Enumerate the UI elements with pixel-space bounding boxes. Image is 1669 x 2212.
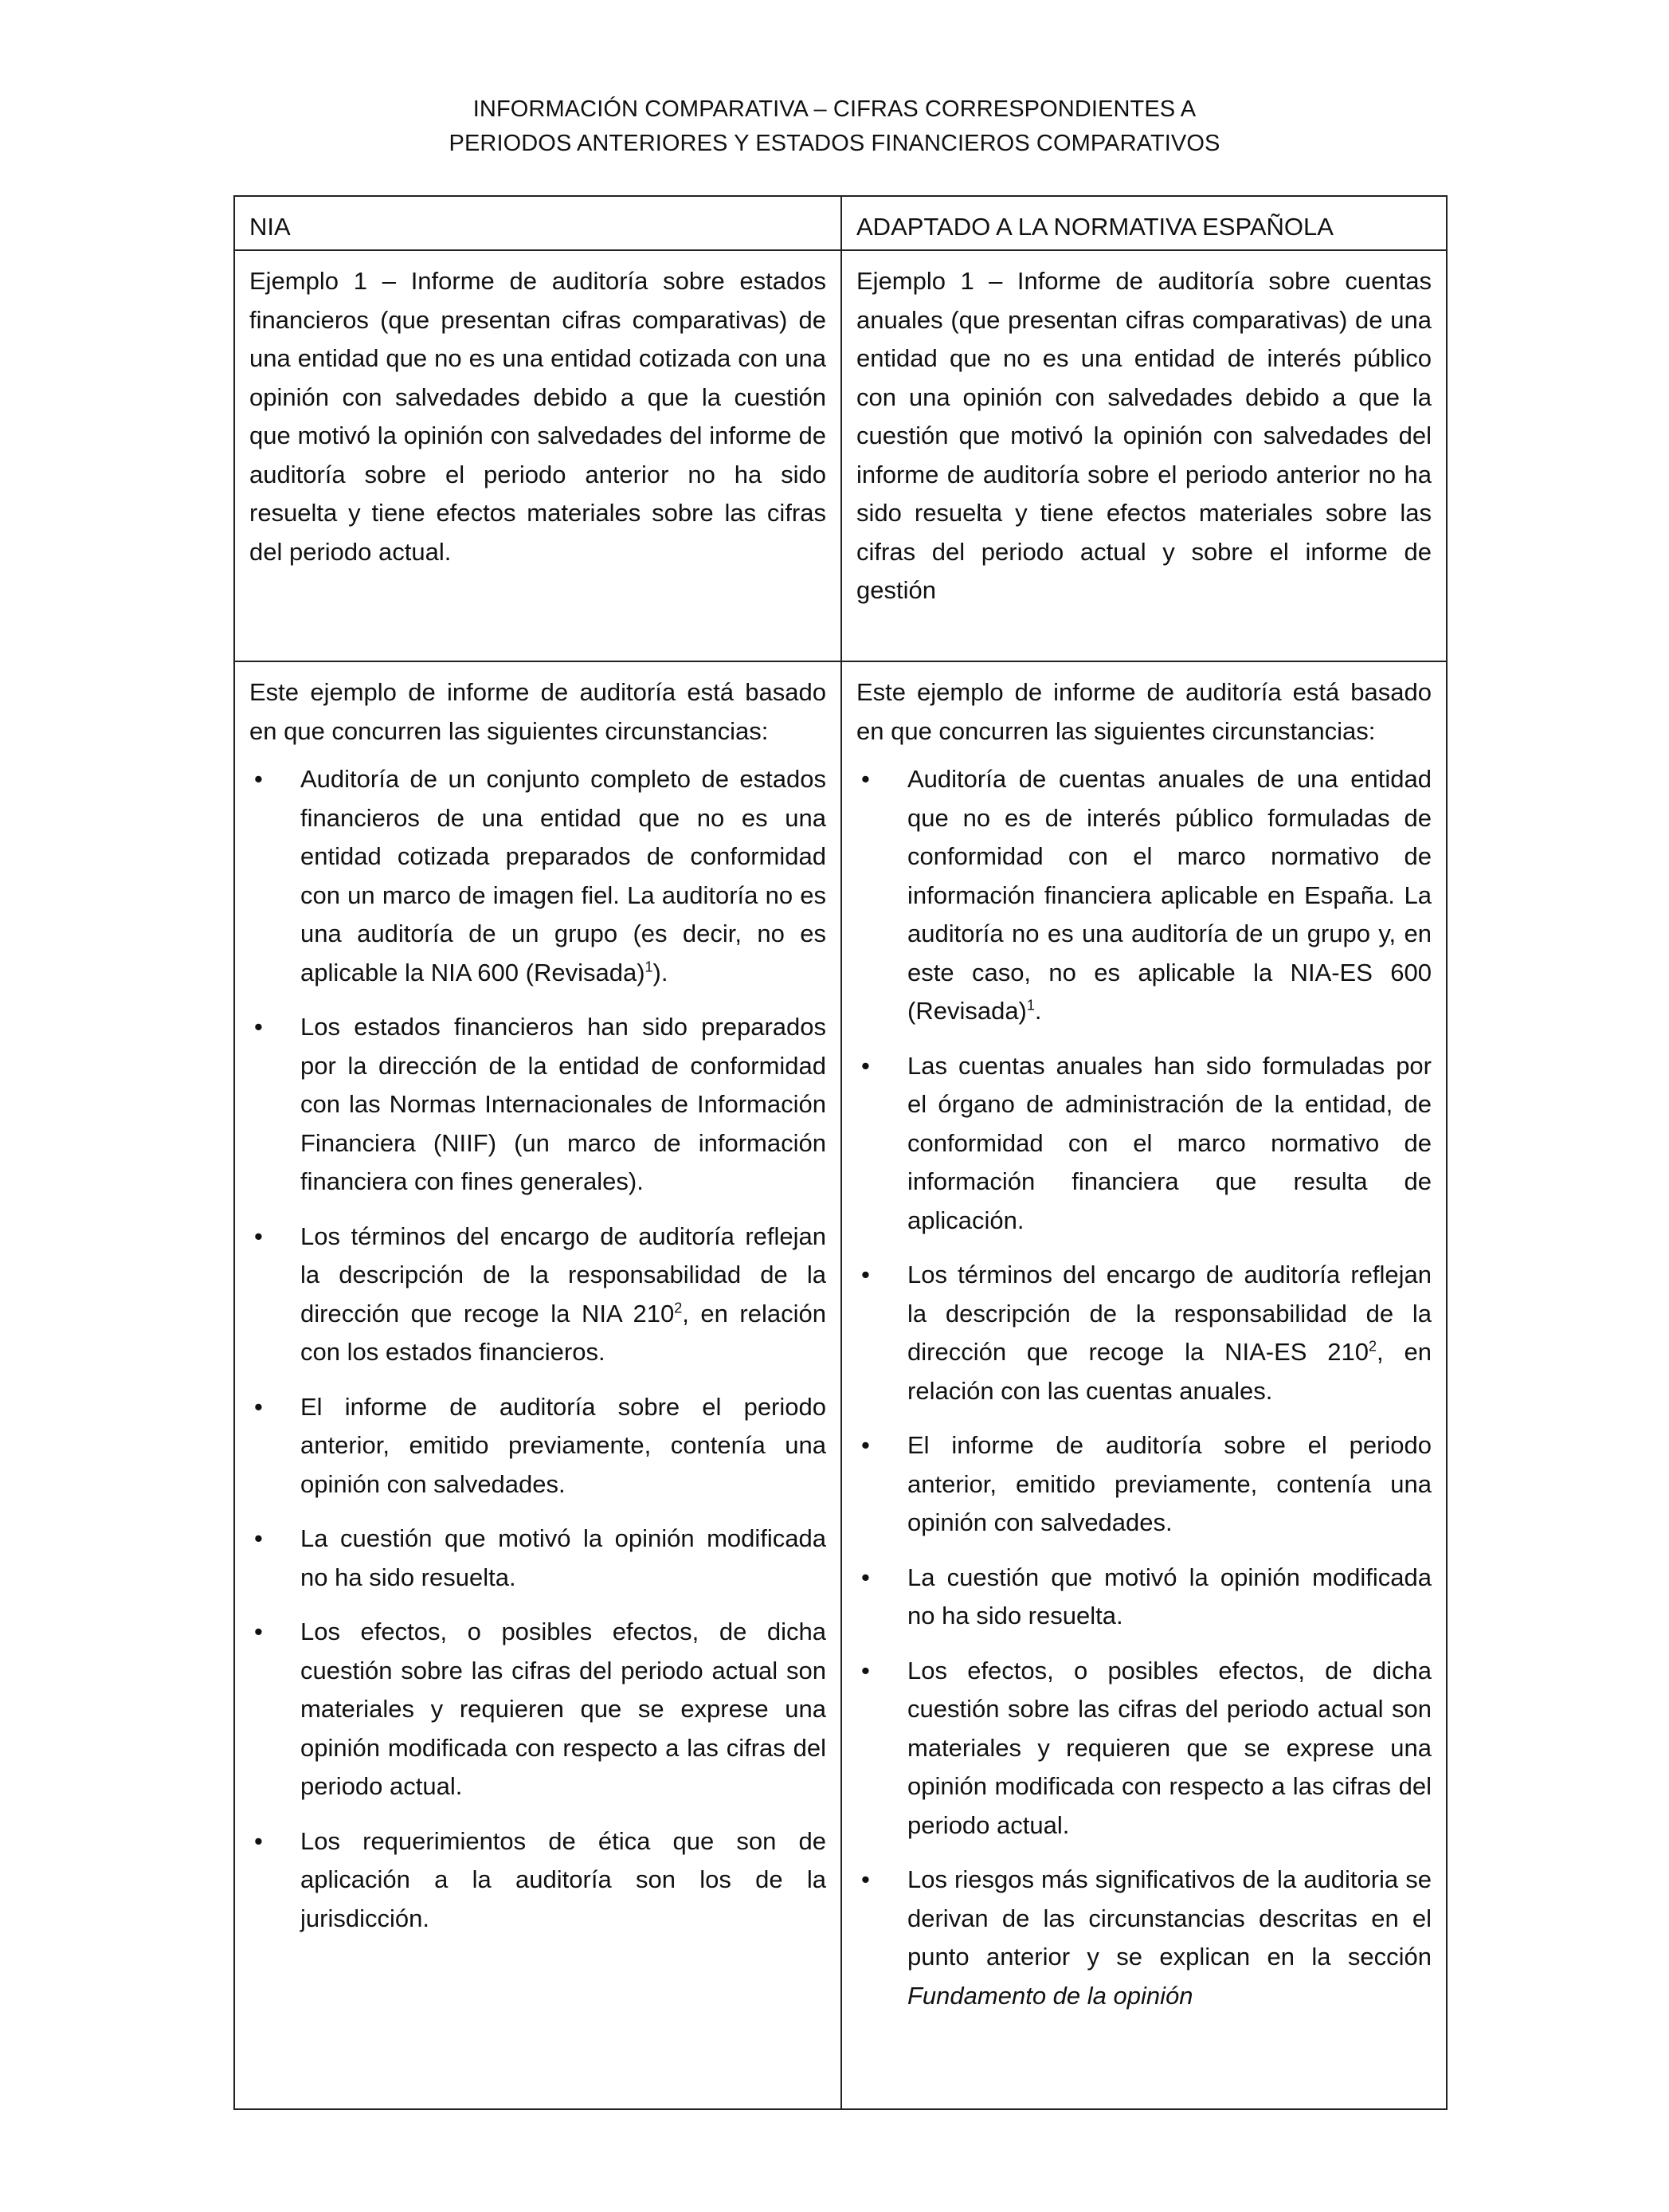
heading-adaptado: ADAPTADO A LA NORMATIVA ESPAÑOLA — [841, 196, 1447, 250]
list-item — [856, 760, 1432, 1031]
bullet-icon: • — [861, 1656, 870, 1684]
column-heading-row — [234, 196, 1447, 250]
page-header — [0, 92, 1669, 161]
list-item — [249, 1388, 826, 1504]
list-item-text: Los efectos, o posibles efectos, de dicha cuestión sobre las cifras del periodo actual son materiales y requieren que se exprese una opinión modificada con respecto a las cifras del periodo actual. — [907, 1656, 1432, 1839]
bullet-icon: • — [254, 1392, 263, 1421]
circumstances-row — [234, 661, 1447, 2109]
header-line-2: PERIODOS ANTERIORES Y ESTADOS FINANCIEROS COMPARATIVOS — [449, 131, 1220, 156]
bullet-icon: • — [254, 1222, 263, 1250]
list-item-text-end: . — [1034, 997, 1042, 1025]
list-item-text-end: ). — [652, 958, 668, 986]
bullet-icon: • — [254, 1618, 263, 1645]
footnote-ref: 1 — [1026, 997, 1035, 1014]
circumstances-left — [234, 661, 841, 2109]
list-item — [249, 1822, 826, 1939]
header-line-1: INFORMACIÓN COMPARATIVA – CIFRAS CORRESPONDIENTES A — [472, 96, 1197, 122]
list-item-text-end: , en relación con las cuentas anuales. — [907, 1338, 1432, 1405]
footnote-ref: 2 — [674, 1300, 683, 1316]
list-item-text-end: , en relación con los estados financieros. — [300, 1299, 826, 1366]
bullet-list — [856, 760, 1432, 2015]
bullet-icon: • — [861, 1051, 870, 1080]
bullet-icon: • — [861, 1865, 870, 1893]
bullet-icon: • — [861, 1563, 870, 1591]
list-item — [249, 1008, 826, 1202]
bullet-list — [249, 760, 826, 1938]
list-item-text: Las cuentas anuales han sido formuladas por el órgano de administración de la entidad, de conformidad con el marco normativo de información financiera que resulta de aplicación. — [907, 1051, 1432, 1234]
list-item — [856, 1652, 1432, 1845]
intro-paragraph: Este ejemplo de informe de auditoría está basado en que concurren las siguientes circunstancias: — [249, 678, 826, 745]
list-item — [856, 1426, 1432, 1543]
list-item-text: Los riesgos más significativos de la auditoria se derivan de las circunstancias descritas en el punto anterior y se explican en la sección — [907, 1865, 1432, 1971]
list-item-text: La cuestión que motivó la opinión modificada no ha sido resuelta. — [300, 1524, 826, 1591]
bullet-icon: • — [254, 1013, 263, 1041]
bullet-icon: • — [254, 765, 263, 793]
list-item-text: El informe de auditoría sobre el periodo anterior, emitido previamente, contenía una opinión con salvedades. — [300, 1392, 826, 1498]
bullet-icon: • — [861, 1431, 870, 1459]
list-item-text: Los términos del encargo de auditoría reflejan la descripción de la responsabilidad de la dirección que recoge la NIA 210 — [300, 1222, 826, 1328]
list-item — [249, 1520, 826, 1597]
list-item-text: Auditoría de cuentas anuales de una entidad que no es de interés público formuladas de conformidad con el marco normativo de información financiera aplicable en España. La auditoría no es una auditoría de un grupo y, en este caso, no es aplicable la NIA-ES 600 (Revisada) — [907, 765, 1432, 1025]
title-row — [234, 250, 1447, 661]
circumstances-right — [841, 661, 1447, 2109]
intro-paragraph: Este ejemplo de informe de auditoría está basado en que concurren las siguientes circunstancias: — [856, 678, 1432, 745]
footnote-ref: 1 — [644, 959, 653, 975]
bullet-icon: • — [254, 1524, 263, 1552]
bullet-icon: • — [861, 1261, 870, 1288]
section-name: Fundamento de la opinión — [907, 1981, 1193, 2010]
example-title-left: Ejemplo 1 – Informe de auditoría sobre estados financieros (que presentan cifras comparativas) de una entidad que no es una entidad cotizada con una opinión con salvedades debido a que la cuestión que motivó la opinión con salvedades del informe de auditoría sobre el periodo anterior no ha sido resuelta y tiene efectos materiales sobre las cifras del periodo actual. — [234, 250, 841, 661]
list-item — [856, 1861, 1432, 2015]
heading-nia: NIA — [234, 196, 841, 250]
list-item-text: Los términos del encargo de auditoría reflejan la descripción de la responsabilidad de la dirección que recoge la NIA-ES 210 — [907, 1261, 1432, 1366]
list-item — [249, 760, 826, 992]
list-item-text: Los efectos, o posibles efectos, de dicha cuestión sobre las cifras del periodo actual son materiales y requieren que se exprese una opinión modificada con respecto a las cifras del periodo actual. — [300, 1618, 826, 1800]
footnote-ref: 2 — [1369, 1338, 1377, 1355]
bullet-icon: • — [254, 1826, 263, 1855]
list-item — [856, 1047, 1432, 1241]
list-item-text: Auditoría de un conjunto completo de estados financieros de una entidad que no es una entidad cotizada preparados de conformidad con un marco de imagen fiel. La auditoría no es una auditoría de un grupo (es decir, no es aplicable la NIA 600 (Revisada) — [300, 765, 826, 986]
bullet-icon: • — [861, 765, 870, 793]
list-item-text: La cuestión que motivó la opinión modificada no ha sido resuelta. — [907, 1563, 1432, 1630]
list-item — [856, 1256, 1432, 1410]
list-item — [249, 1613, 826, 1806]
example-title-right: Ejemplo 1 – Informe de auditoría sobre cuentas anuales (que presentan cifras comparativas) de una entidad que no es una entidad de interés público con una opinión con salvedades debido a que la cuestión que motivó la opinión con salvedades del informe de auditoría sobre el periodo anterior no ha sido resuelta y tiene efectos materiales sobre las cifras del periodo actual y sobre el informe de gestión — [841, 250, 1447, 661]
list-item-text: Los estados financieros han sido preparados por la dirección de la entidad de conformidad con las Normas Internacionales de Información Financiera (NIIF) (un marco de información financiera con fines generales). — [300, 1013, 826, 1195]
comparison-table — [233, 195, 1448, 2110]
list-item-text: Los requerimientos de ética que son de aplicación a la auditoría son los de la jurisdicción. — [300, 1826, 826, 1932]
list-item — [856, 1559, 1432, 1636]
list-item-text: El informe de auditoría sobre el periodo anterior, emitido previamente, contenía una opinión con salvedades. — [907, 1431, 1432, 1536]
list-item — [249, 1218, 826, 1372]
